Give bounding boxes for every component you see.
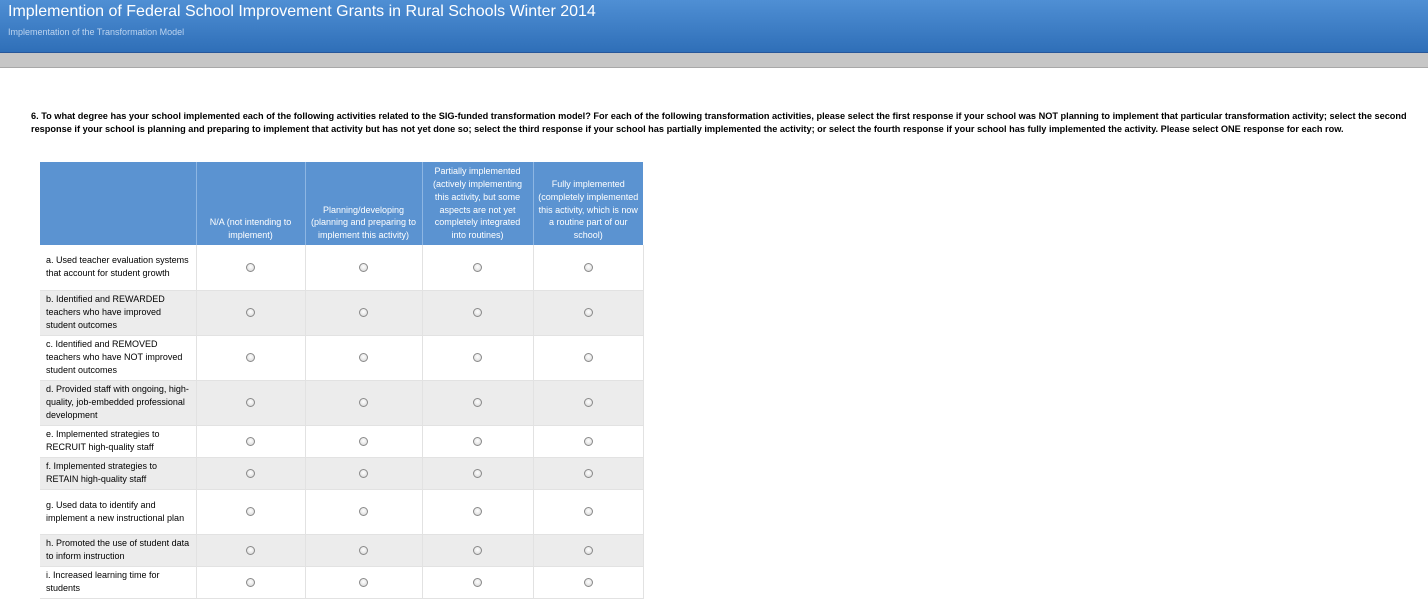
cell-planning	[305, 489, 422, 534]
radio-partial-f[interactable]	[473, 469, 482, 478]
table-row	[40, 457, 643, 489]
survey-subtitle: Implementation of the Transformation Model	[8, 27, 185, 37]
radio-partial-g[interactable]	[473, 507, 482, 516]
cell-partial	[422, 335, 533, 380]
cell-full	[533, 335, 643, 380]
cell-partial	[422, 566, 533, 598]
radio-na-d[interactable]	[246, 398, 255, 407]
cell-planning	[305, 380, 422, 425]
radio-full-f[interactable]	[584, 469, 593, 478]
cell-na	[196, 380, 305, 425]
header-divider-bar	[0, 53, 1428, 68]
cell-planning	[305, 566, 422, 598]
cell-na	[196, 335, 305, 380]
radio-full-i[interactable]	[584, 578, 593, 587]
radio-full-g[interactable]	[584, 507, 593, 516]
radio-planning-e[interactable]	[359, 437, 368, 446]
cell-na	[196, 290, 305, 335]
grid-header-blank	[40, 162, 196, 245]
radio-full-h[interactable]	[584, 546, 593, 555]
radio-na-a[interactable]	[246, 263, 255, 272]
cell-planning	[305, 290, 422, 335]
cell-na	[196, 425, 305, 457]
radio-planning-i[interactable]	[359, 578, 368, 587]
survey-header	[0, 0, 1428, 53]
radio-na-e[interactable]	[246, 437, 255, 446]
survey-title: Implemention of Federal School Improvement Grants in Rural Schools Winter 2014	[8, 3, 596, 20]
grid-header-row	[40, 162, 643, 245]
table-row	[40, 425, 643, 457]
row-label: a. Used teacher evaluation systems that account for student growth	[40, 245, 196, 290]
radio-full-b[interactable]	[584, 308, 593, 317]
row-label: b. Identified and REWARDED teachers who have improved student outcomes	[40, 290, 196, 335]
cell-full	[533, 489, 643, 534]
cell-na	[196, 457, 305, 489]
cell-partial	[422, 245, 533, 290]
radio-na-i[interactable]	[246, 578, 255, 587]
column-header-planning: Planning/developing (planning and preparing to implement this activity)	[305, 162, 422, 245]
radio-partial-a[interactable]	[473, 263, 482, 272]
radio-partial-b[interactable]	[473, 308, 482, 317]
row-label: g. Used data to identify and implement a new instructional plan	[40, 489, 196, 534]
table-row	[40, 566, 643, 598]
table-row	[40, 380, 643, 425]
cell-partial	[422, 380, 533, 425]
cell-na	[196, 245, 305, 290]
column-header-full: Fully implemented (completely implemented this activity, which is now a routine part of our school)	[533, 162, 643, 245]
radio-na-c[interactable]	[246, 353, 255, 362]
table-row	[40, 489, 643, 534]
response-grid	[40, 162, 644, 599]
radio-partial-i[interactable]	[473, 578, 482, 587]
radio-na-f[interactable]	[246, 469, 255, 478]
row-label: i. Increased learning time for students	[40, 566, 196, 598]
row-label: f. Implemented strategies to RETAIN high-quality staff	[40, 457, 196, 489]
row-label: c. Identified and REMOVED teachers who have NOT improved student outcomes	[40, 335, 196, 380]
cell-full	[533, 534, 643, 566]
cell-planning	[305, 425, 422, 457]
radio-full-a[interactable]	[584, 263, 593, 272]
row-label: d. Provided staff with ongoing, high-quality, job-embedded professional development	[40, 380, 196, 425]
cell-planning	[305, 335, 422, 380]
cell-full	[533, 380, 643, 425]
table-row	[40, 335, 643, 380]
question-text: 6. To what degree has your school implemented each of the following activities related to the SIG-funded transformation model? For each of the following transformation activities, please select the first response if your school was NOT planning to implement that particular transformation activity; select the second response if your school is planning and preparing to implement that activity but has not yet done so; select the third response if your school has partially implemented the activity; or select the fourth response if your school has fully implemented the activity. Please select ONE response for each row.	[31, 111, 1407, 134]
radio-planning-f[interactable]	[359, 469, 368, 478]
table-row	[40, 290, 643, 335]
row-label: h. Promoted the use of student data to inform instruction	[40, 534, 196, 566]
cell-na	[196, 489, 305, 534]
radio-planning-c[interactable]	[359, 353, 368, 362]
radio-partial-c[interactable]	[473, 353, 482, 362]
cell-planning	[305, 245, 422, 290]
cell-partial	[422, 425, 533, 457]
cell-full	[533, 566, 643, 598]
radio-na-g[interactable]	[246, 507, 255, 516]
cell-planning	[305, 457, 422, 489]
cell-full	[533, 245, 643, 290]
cell-full	[533, 425, 643, 457]
radio-partial-h[interactable]	[473, 546, 482, 555]
radio-full-d[interactable]	[584, 398, 593, 407]
radio-planning-d[interactable]	[359, 398, 368, 407]
radio-planning-a[interactable]	[359, 263, 368, 272]
cell-full	[533, 457, 643, 489]
row-label: e. Implemented strategies to RECRUIT high-quality staff	[40, 425, 196, 457]
radio-na-b[interactable]	[246, 308, 255, 317]
cell-na	[196, 534, 305, 566]
cell-partial	[422, 457, 533, 489]
column-header-partial: Partially implemented (actively implementing this activity, but some aspects are not yet completely integrated into routines)	[422, 162, 533, 245]
radio-na-h[interactable]	[246, 546, 255, 555]
column-header-na: N/A (not intending to implement)	[196, 162, 305, 245]
radio-planning-h[interactable]	[359, 546, 368, 555]
table-row	[40, 534, 643, 566]
radio-planning-g[interactable]	[359, 507, 368, 516]
radio-full-c[interactable]	[584, 353, 593, 362]
cell-planning	[305, 534, 422, 566]
radio-partial-e[interactable]	[473, 437, 482, 446]
cell-full	[533, 290, 643, 335]
radio-partial-d[interactable]	[473, 398, 482, 407]
cell-partial	[422, 534, 533, 566]
radio-full-e[interactable]	[584, 437, 593, 446]
table-row	[40, 245, 643, 290]
cell-partial	[422, 290, 533, 335]
radio-planning-b[interactable]	[359, 308, 368, 317]
cell-partial	[422, 489, 533, 534]
cell-na	[196, 566, 305, 598]
